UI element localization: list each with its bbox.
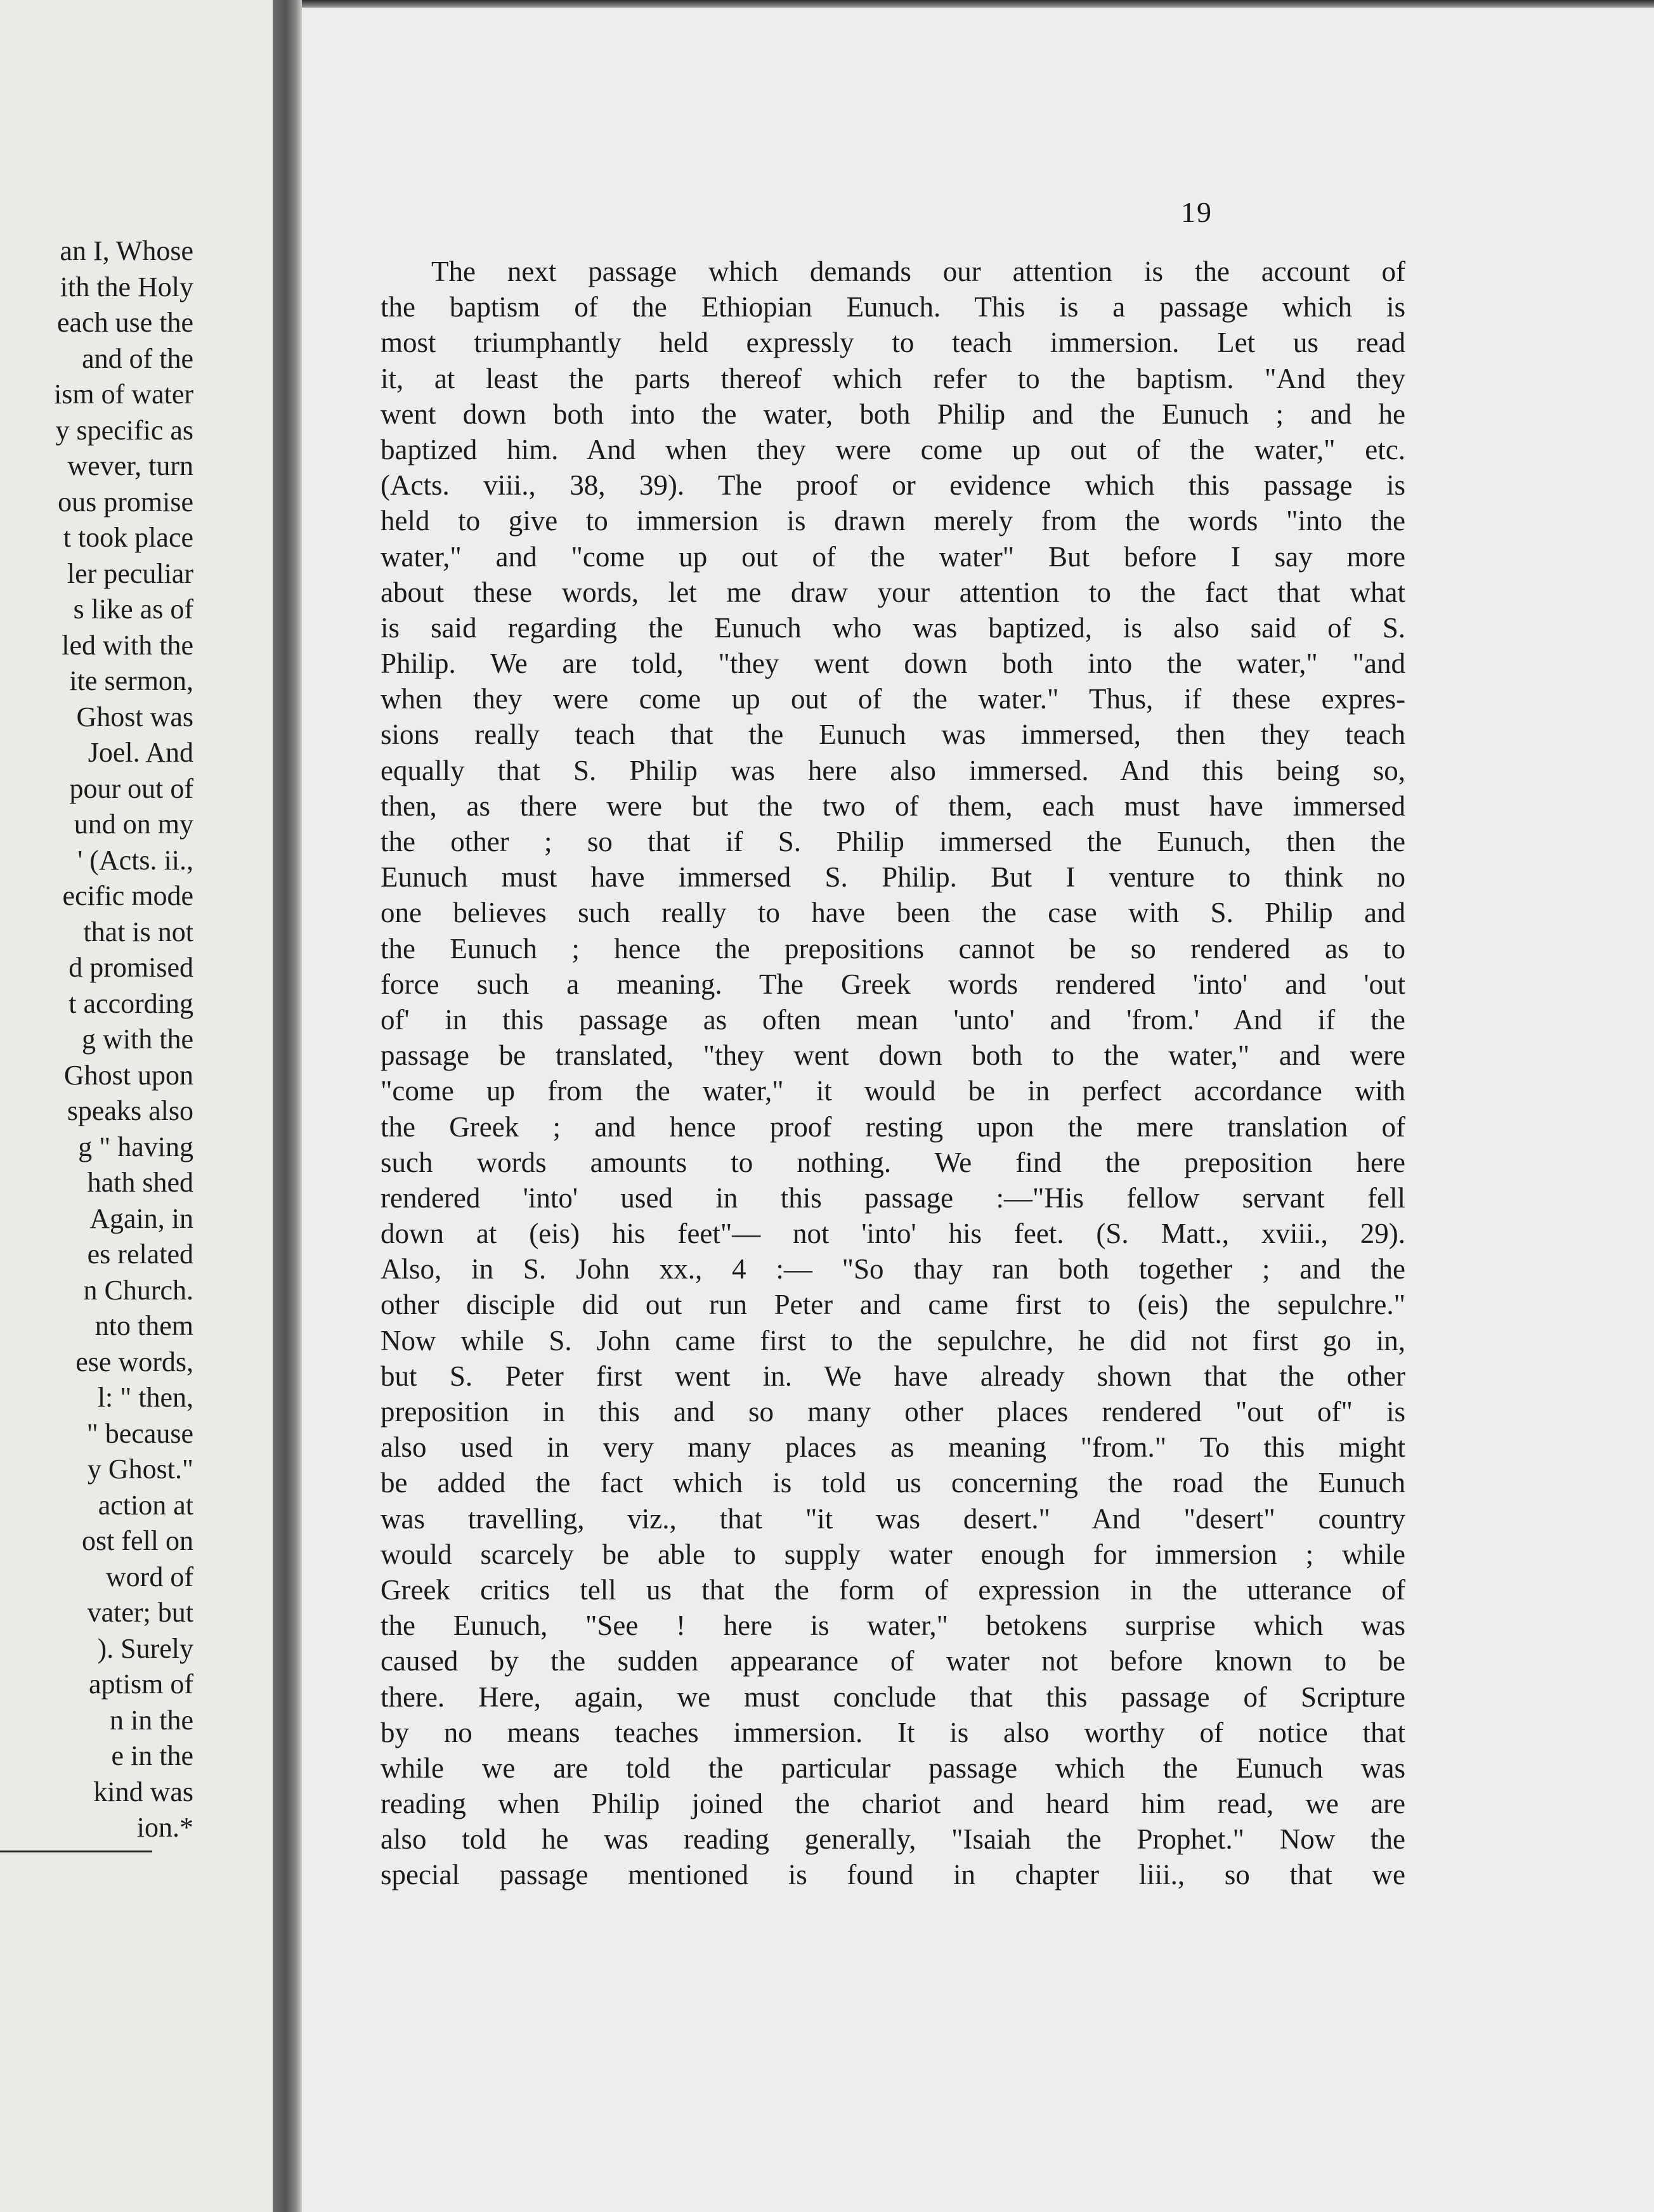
text-line: held to give to immersion is drawn merely from the words "into the	[381, 505, 1405, 537]
previous-page-line: n in the	[110, 1704, 193, 1736]
text-line: most triumphantly held expressly to teach immersion. Let us read	[381, 327, 1405, 359]
previous-page-line: t took place	[63, 522, 193, 553]
text-line: passage be translated, "they went down both to the water," and were	[381, 1039, 1405, 1072]
previous-page-line: Ghost upon	[63, 1059, 193, 1091]
text-line: the Eunuch ; hence the prepositions cannot be so rendered as to	[381, 932, 1405, 965]
text-line: sions really teach that the Eunuch was immersed, then they teach	[381, 719, 1405, 751]
previous-page-line: action at	[98, 1489, 193, 1521]
previous-page-line: ' (Acts. ii.,	[77, 844, 193, 876]
previous-page-line: ite sermon,	[69, 665, 193, 696]
previous-page-line: g with the	[82, 1024, 193, 1055]
previous-page-fragment	[0, 0, 273, 2212]
text-line: while we are told the particular passage which the Eunuch was	[381, 1752, 1405, 1784]
previous-page-line: l: " then,	[97, 1382, 193, 1413]
previous-page-line: ese words,	[75, 1346, 193, 1377]
text-line: be added the fact which is told us concerning the road the Eunuch	[381, 1467, 1405, 1499]
body-text	[381, 254, 1405, 1893]
previous-page-line: hath shed	[87, 1167, 193, 1198]
text-line: also told he was reading generally, "Isaiah the Prophet." Now the	[381, 1823, 1405, 1856]
text-line: The next passage which demands our attention is the account of	[431, 256, 1405, 287]
text-line: Eunuch must have immersed S. Philip. But I venture to think no	[381, 861, 1405, 894]
previous-page-line: ). Surely	[97, 1632, 193, 1664]
text-line: reading when Philip joined the chariot and heard him read, we are	[381, 1788, 1405, 1820]
text-line: water," and "come up out of the water" But before I say more	[381, 540, 1405, 573]
previous-page-line: " because	[86, 1417, 193, 1449]
page-top-edge	[302, 0, 1654, 8]
previous-page-line: wever, turn	[67, 450, 193, 481]
previous-page-line: d promised	[68, 952, 193, 983]
previous-page-line: vater; but	[87, 1597, 193, 1628]
previous-page-line: that is not	[83, 916, 193, 947]
previous-page-line: word of	[105, 1561, 193, 1592]
previous-page-line: ion.*	[136, 1812, 193, 1843]
text-line: Also, in S. John xx., 4 :— "So thay ran both together ; and the	[381, 1253, 1405, 1285]
text-line: when they were come up out of the water." Thus, if these expres-	[381, 683, 1405, 715]
previous-page-line: y specific as	[55, 414, 193, 446]
text-line: special passage mentioned is found in chapter liii., so that we	[381, 1859, 1405, 1891]
previous-page-line: and of the	[82, 342, 193, 374]
previous-page-line: nto them	[94, 1310, 193, 1341]
previous-page-line: g " having	[78, 1131, 193, 1162]
text-line: is said regarding the Eunuch who was baptized, is also said of S.	[381, 611, 1405, 644]
text-line: the baptism of the Ethiopian Eunuch. This is a passage which is	[381, 291, 1405, 323]
previous-page-line: ost fell on	[82, 1525, 193, 1556]
text-line: Greek critics tell us that the form of expression in the utterance of	[381, 1573, 1405, 1606]
previous-page-line: Again, in	[89, 1202, 193, 1234]
text-line: also used in very many places as meaning "from." To this might	[381, 1431, 1405, 1464]
text-line: rendered 'into' used in this passage :—"His fellow servant fell	[381, 1181, 1405, 1214]
previous-page-line: t according	[68, 987, 193, 1019]
previous-page-line: led with the	[62, 629, 193, 661]
previous-page-line: Ghost was	[76, 701, 193, 732]
previous-page-line: ecific mode	[62, 880, 193, 911]
previous-page-line: s like as of	[73, 594, 193, 625]
text-line: other disciple did out run Peter and came first to (eis) the sepulchre."	[381, 1289, 1405, 1321]
text-line: "come up from the water," it would be in perfect accordance with	[381, 1075, 1405, 1107]
text-line: about these words, let me draw your attention to the fact that what	[381, 576, 1405, 608]
text-line: (Acts. viii., 38, 39). The proof or evidence which this passage is	[381, 469, 1405, 502]
text-line: there. Here, again, we must conclude that this passage of Scripture	[381, 1681, 1405, 1713]
text-line: but S. Peter first went in. We have already shown that the other	[381, 1360, 1405, 1392]
previous-page-line: an I, Whose	[60, 235, 193, 266]
text-line: the Eunuch, "See ! here is water," betokens surprise which was	[381, 1610, 1405, 1642]
previous-page-line: es related	[87, 1239, 193, 1270]
previous-page-line: e in the	[111, 1740, 193, 1771]
previous-page-line: kind was	[93, 1776, 193, 1807]
text-line: by no means teaches immersion. It is also worthy of notice that	[381, 1716, 1405, 1748]
previous-page-line: speaks also	[67, 1095, 193, 1126]
text-line: it, at least the parts thereof which refer to the baptism. "And they	[381, 362, 1405, 394]
text-line: caused by the sudden appearance of water not before known to be	[381, 1645, 1405, 1677]
previous-page-line: ith the Holy	[60, 271, 193, 303]
text-line: of' in this passage as often mean 'unto' and 'from.' And if the	[381, 1003, 1405, 1036]
text-line: preposition in this and so many other places rendered "out of" is	[381, 1396, 1405, 1428]
footnote-rule	[0, 1851, 152, 1852]
previous-page-line: each use the	[57, 307, 193, 338]
text-line: went down both into the water, both Philip and the Eunuch ; and he	[381, 398, 1405, 430]
text-line: one believes such really to have been the case with S. Philip and	[381, 897, 1405, 929]
text-line: equally that S. Philip was here also immersed. And this being so,	[381, 754, 1405, 786]
previous-page-line: aptism of	[89, 1669, 193, 1700]
previous-page-text	[0, 233, 193, 1846]
previous-page-line: pour out of	[69, 772, 193, 804]
previous-page-line: ism of water	[54, 379, 193, 410]
text-line: Philip. We are told, "they went down both into the water," "and	[381, 647, 1405, 680]
previous-page-line: y Ghost."	[87, 1454, 193, 1485]
text-line: the other ; so that if S. Philip immersed the Eunuch, then the	[381, 826, 1405, 857]
previous-page-line: und on my	[74, 809, 193, 840]
previous-page-line: ler peculiar	[67, 557, 193, 589]
text-line: the Greek ; and hence proof resting upon the mere translation of	[381, 1110, 1405, 1143]
previous-page-line: Joel. And	[88, 737, 193, 768]
text-line: force such a meaning. The Greek words rendered 'into' and 'out	[381, 968, 1405, 1000]
text-line: would scarcely be able to supply water enough for immersion ; while	[381, 1538, 1405, 1570]
text-line: Now while S. John came first to the sepulchre, he did not first go in,	[381, 1324, 1405, 1356]
text-line: baptized him. And when they were come up out of the water," etc.	[381, 433, 1405, 465]
text-line: then, as there were but the two of them, each must have immersed	[381, 790, 1405, 822]
text-line: was travelling, viz., that "it was desert." And "desert" country	[381, 1502, 1405, 1535]
previous-page-line: ous promise	[58, 486, 193, 517]
text-line: such words amounts to nothing. We find the preposition here	[381, 1146, 1405, 1178]
page-number: 19	[1181, 196, 1213, 228]
text-line: down at (eis) his feet"— not 'into' his feet. (S. Matt., xviii., 29).	[381, 1218, 1405, 1250]
previous-page-line: n Church.	[83, 1274, 193, 1306]
book-gutter-shadow	[273, 0, 302, 2212]
